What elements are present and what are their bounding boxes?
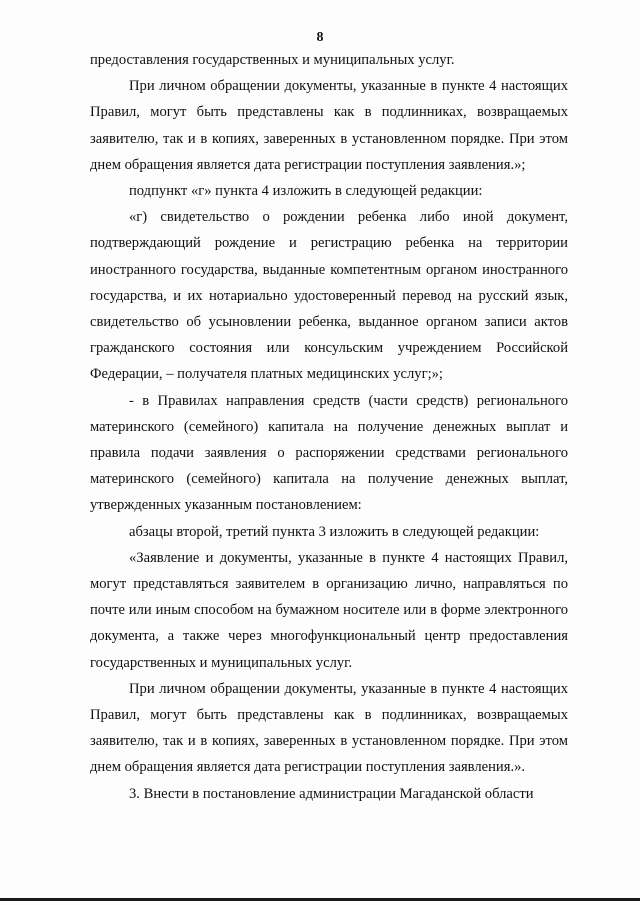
paragraph-9: 3. Внести в постановление администрации Магаданской области [129, 785, 534, 802]
paragraph-7: «Заявление и документы, указанные в пункте 4 настоящих Правил, могут представляться заявителем в организацию лично, направляться по почте или иным способом на бумажном носителе или в форме электронного документа, а также через многофункциональный центр предоставления государственных и муниципальных услуг. [90, 549, 568, 671]
document-body [90, 47, 568, 807]
paragraph-4: «г) свидетельство о рождении ребенка либо иной документ, подтверждающий рождение и регистрацию ребенка на территории иностранного государства, выданные компетентным органом иностранного государства, и их нотариально удостоверенный перевод на русский язык, свидетельство об усыновлении ребенка, выданное органом записи актов гражданского состояния или консульским учреждением Российской Федерации, – получателя платных медицинских услуг;»; [90, 209, 568, 383]
paragraph-8: При личном обращении документы, указанные в пункте 4 настоящих Правил, могут быть представлены как в подлинниках, возвращаемых заявителю, так и в копиях, заверенных в установленном порядке. При этом днем обращения является дата регистрации поступления заявления.». [90, 680, 568, 776]
paragraph-2: При личном обращении документы, указанные в пункте 4 настоящих Правил, могут быть представлены как в подлинниках, возвращаемых заявителю, так и в копиях, заверенных в установленном порядке. При этом днем обращения является дата регистрации поступления заявления.»; [90, 78, 568, 173]
page-bottom-edge [0, 898, 640, 901]
page-number: 8 [316, 30, 324, 45]
paragraph-5: - в Правилах направления средств (части средств) регионального материнского (семейного) капитала на получение денежных выплат и правила подачи заявления о распоряжении средствами регионального материнского (семейного) капитала на получение денежных выплат, утвержденных указанным постановлением: [90, 392, 568, 514]
paragraph-1: предоставления государственных и муниципальных услуг. [90, 52, 455, 68]
paragraph-3: подпункт «г» пункта 4 изложить в следующей редакции: [129, 183, 483, 200]
paragraph-6: абзацы второй, третий пункта 3 изложить в следующей редакции: [129, 523, 540, 540]
